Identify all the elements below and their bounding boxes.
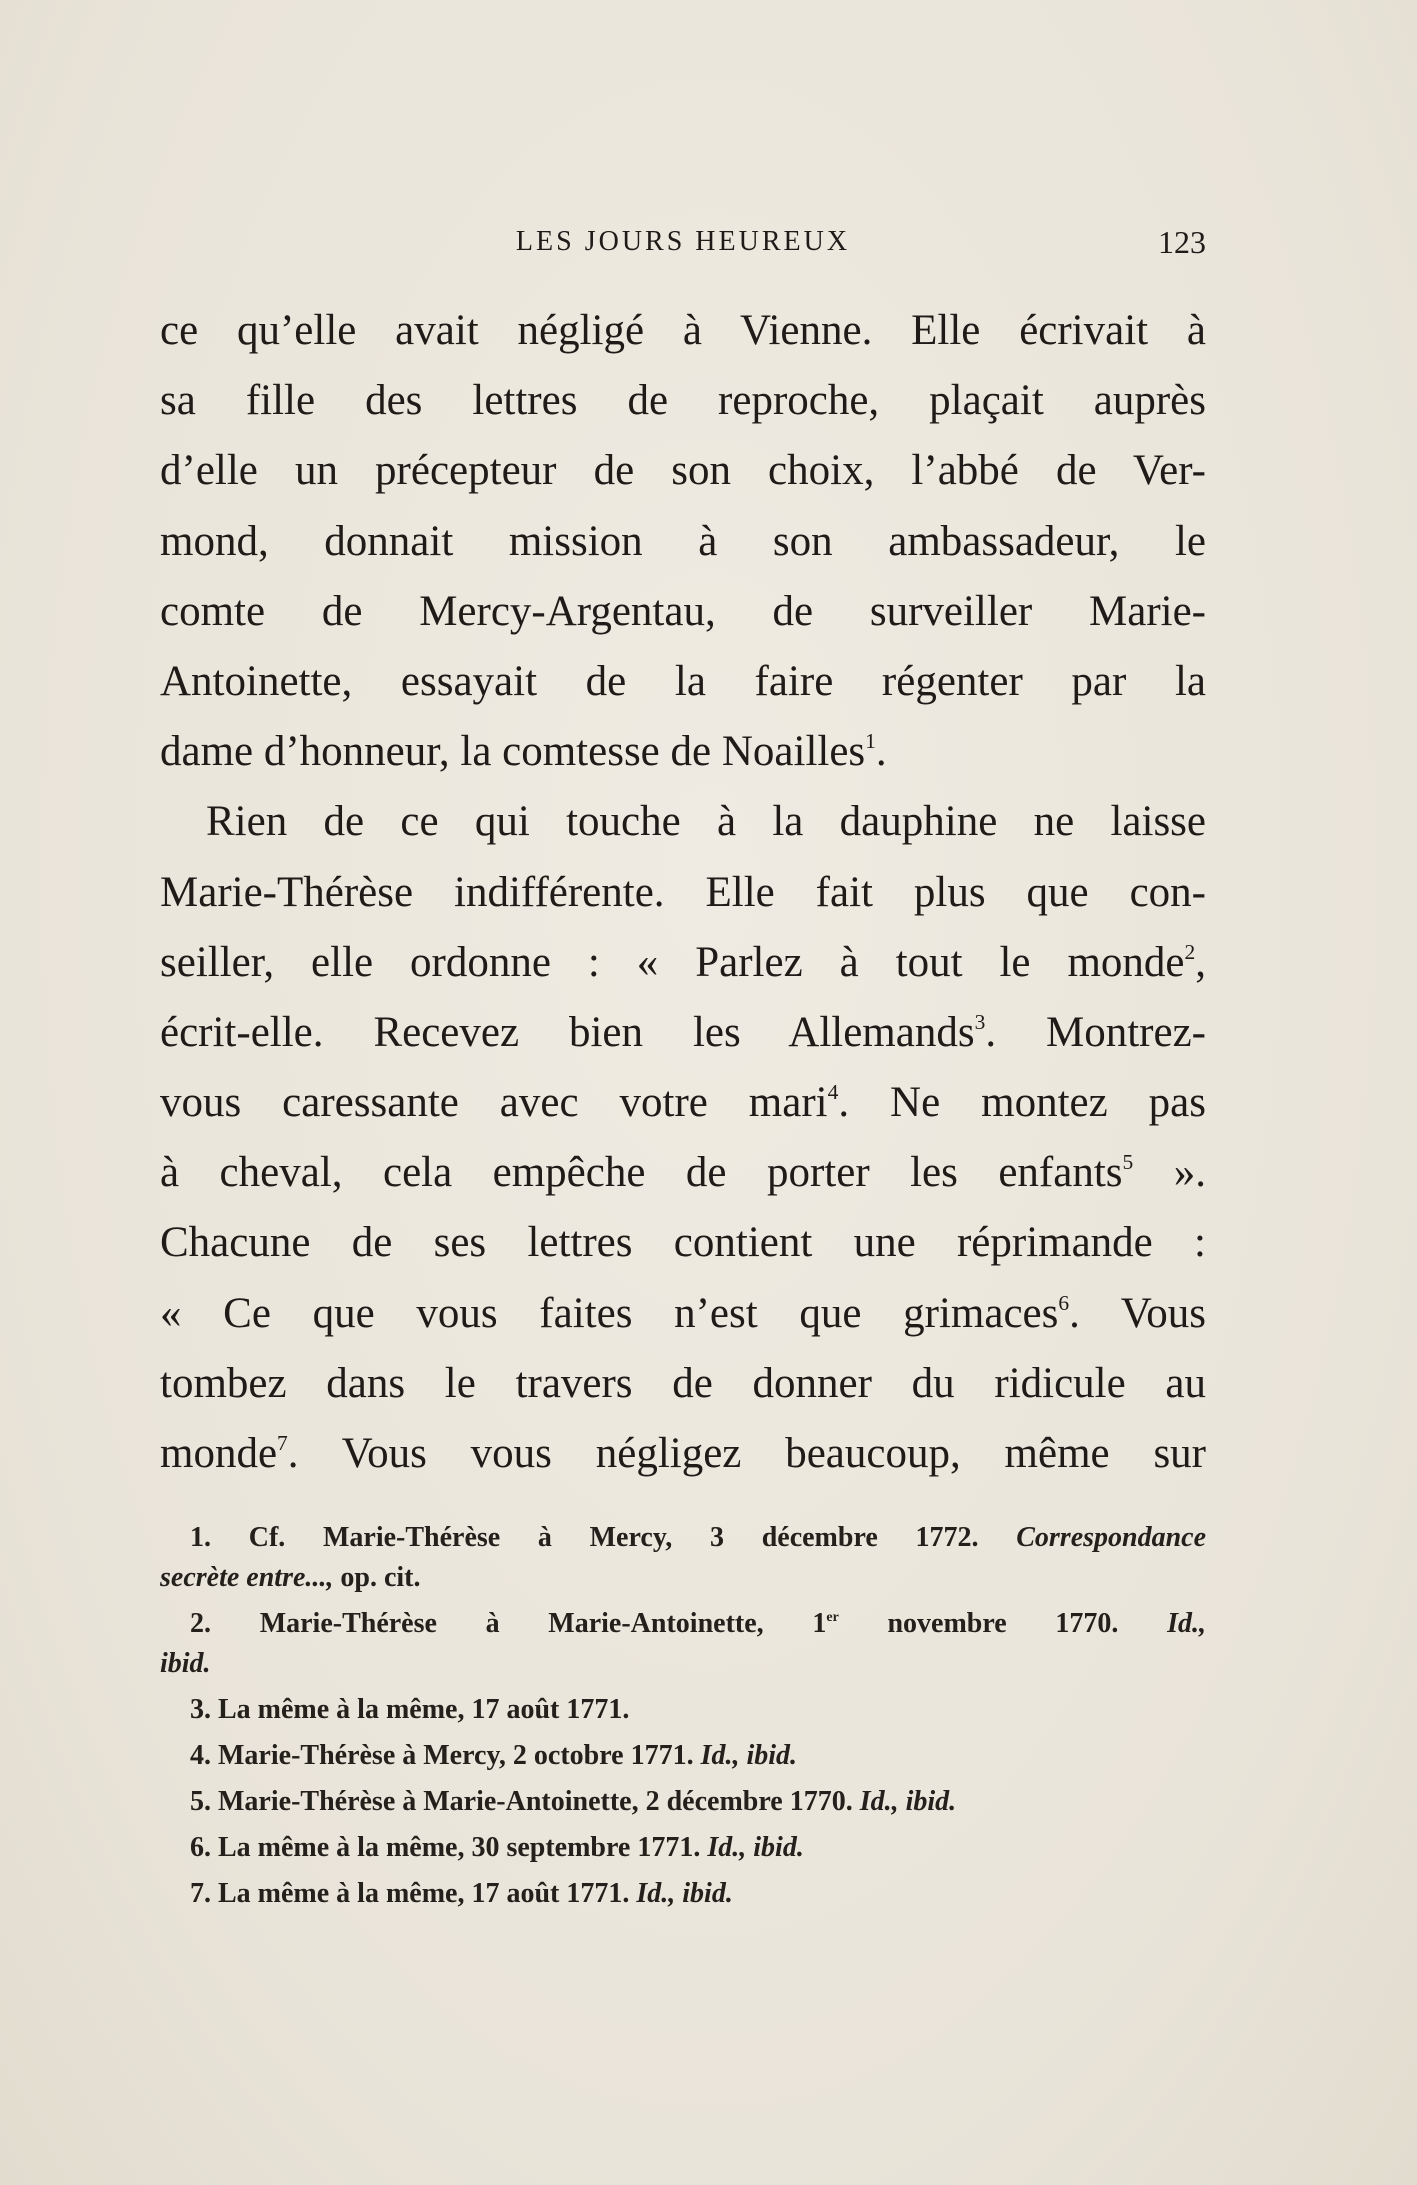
footnote-number: 7. [190,1878,211,1909]
footnote-2 [160,1604,1206,1644]
line-text: ». [1133,1149,1207,1197]
footnote-number: 3. [190,1694,211,1725]
text-line: sa fille des lettres de reproche, plaçait auprès [160,377,1206,425]
footnote-source: Id., ibid. [859,1786,957,1817]
footnote-3 [160,1690,1206,1730]
footnote-source: Id., [1167,1608,1207,1639]
footnote-source: Correspondance [1016,1522,1207,1553]
text-line: Rien de ce qui touche à la dauphine ne laisse [206,798,1206,846]
line-text: . Montrez- [985,1008,1206,1056]
line-text: . [875,728,887,776]
footnote-ref: 2 [1184,939,1196,964]
footnote-number: 2. [190,1608,211,1639]
text-line [160,928,1206,998]
footnote-text: La même à la même, 30 septembre 1771. [218,1832,701,1863]
footnote-source: secrète entre..., [160,1562,334,1593]
line-text: écrit-elle. Recevez bien les Allemands [160,1008,975,1056]
line-text: monde [160,1430,278,1477]
footnote-1-continuation [160,1558,1206,1598]
line-text: . Ne montez pas [838,1079,1206,1127]
footnote-source: Id., ibid. [700,1740,798,1771]
footnote-ref: 4 [827,1079,839,1104]
footnote-4 [160,1736,1206,1776]
text-line: Antoinette, essayait de la faire régenter par la [160,657,1206,705]
footnote-2-continuation: ibid. [160,1648,211,1679]
text-line [160,1419,1206,1489]
text-line: tombez dans le travers de donner du ridicule au [160,1359,1206,1407]
footnote-text: La même à la même, 17 août 1771. [218,1878,630,1909]
line-text: vous caressante avec votre mari [160,1079,828,1127]
footnote-1 [160,1518,1206,1558]
footnote-text: Cf. Marie-Thérèse à Mercy, 3 décembre 1772. [248,1522,979,1553]
footnote-ref: 7 [277,1430,288,1455]
text-line [160,717,1206,787]
text-line: mond, donnait mission à son ambassadeur, le [160,517,1206,565]
main-text [160,296,1206,1489]
text-line [160,1279,1206,1349]
line-text: à cheval, cela empêche de porter les enfants [160,1149,1123,1197]
text-line: Chacune de ses lettres contient une réprimande : [160,1219,1206,1267]
page-number: 123 [1158,224,1206,260]
footnote-ref: 5 [1122,1150,1134,1175]
text-line [160,998,1206,1068]
line-text: . Vous vous négligez beaucoup, même sur [287,1430,1206,1477]
footnote-number: 1. [190,1522,211,1553]
footnote-text: Marie-Thérèse à Marie-Antoinette, 1 [259,1608,827,1639]
text-line [160,1138,1206,1208]
footnote-number: 6. [190,1832,211,1863]
line-text: . Vous [1069,1289,1207,1337]
footnote-text: Marie-Thérèse à Marie-Antoinette, 2 décembre 1770. [218,1786,853,1817]
footnote-5 [160,1782,1206,1822]
footnote-ref: 1 [865,728,876,753]
text-line [160,1068,1206,1138]
footnote-source: Id., ibid. [636,1878,733,1909]
footnote-number: 5. [190,1786,211,1817]
footnote-source: Id., ibid. [707,1832,804,1863]
footnote-ref: 6 [1058,1290,1070,1315]
page-header [160,222,1206,262]
line-text: seiller, elle ordonne : « Parlez à tout le monde [160,938,1185,986]
footnotes [160,1518,1206,1914]
footnote-text: Marie-Thérèse à Mercy, 2 octobre 1771. [218,1740,694,1771]
line-text: « Ce que vous faites n’est que grimaces [160,1289,1059,1337]
line-text: dame d’honneur, la comtesse de Noailles [160,728,866,776]
running-title: LES JOURS HEUREUX [515,226,851,257]
footnote-text: novembre 1770. [838,1608,1119,1639]
text-line: Marie-Thérèse indifférente. Elle fait plus que con- [160,868,1206,916]
footnote-number: 4. [190,1740,211,1771]
footnote-6 [160,1828,1206,1868]
text-line: ce qu’elle avait négligé à Vienne. Elle écrivait à [160,307,1206,354]
text-line: d’elle un précepteur de son choix, l’abbé de Ver- [160,447,1206,495]
text-line: comte de Mercy-Argentau, de surveiller Marie- [160,587,1206,635]
footnote-text: La même à la même, 17 août 1771. [218,1694,630,1725]
footnote-7 [160,1874,1206,1914]
footnote-ref: 3 [974,1009,986,1034]
footnote-text: op. cit. [333,1562,421,1593]
footnote-sup: er [826,1609,839,1625]
line-text: , [1195,938,1206,986]
